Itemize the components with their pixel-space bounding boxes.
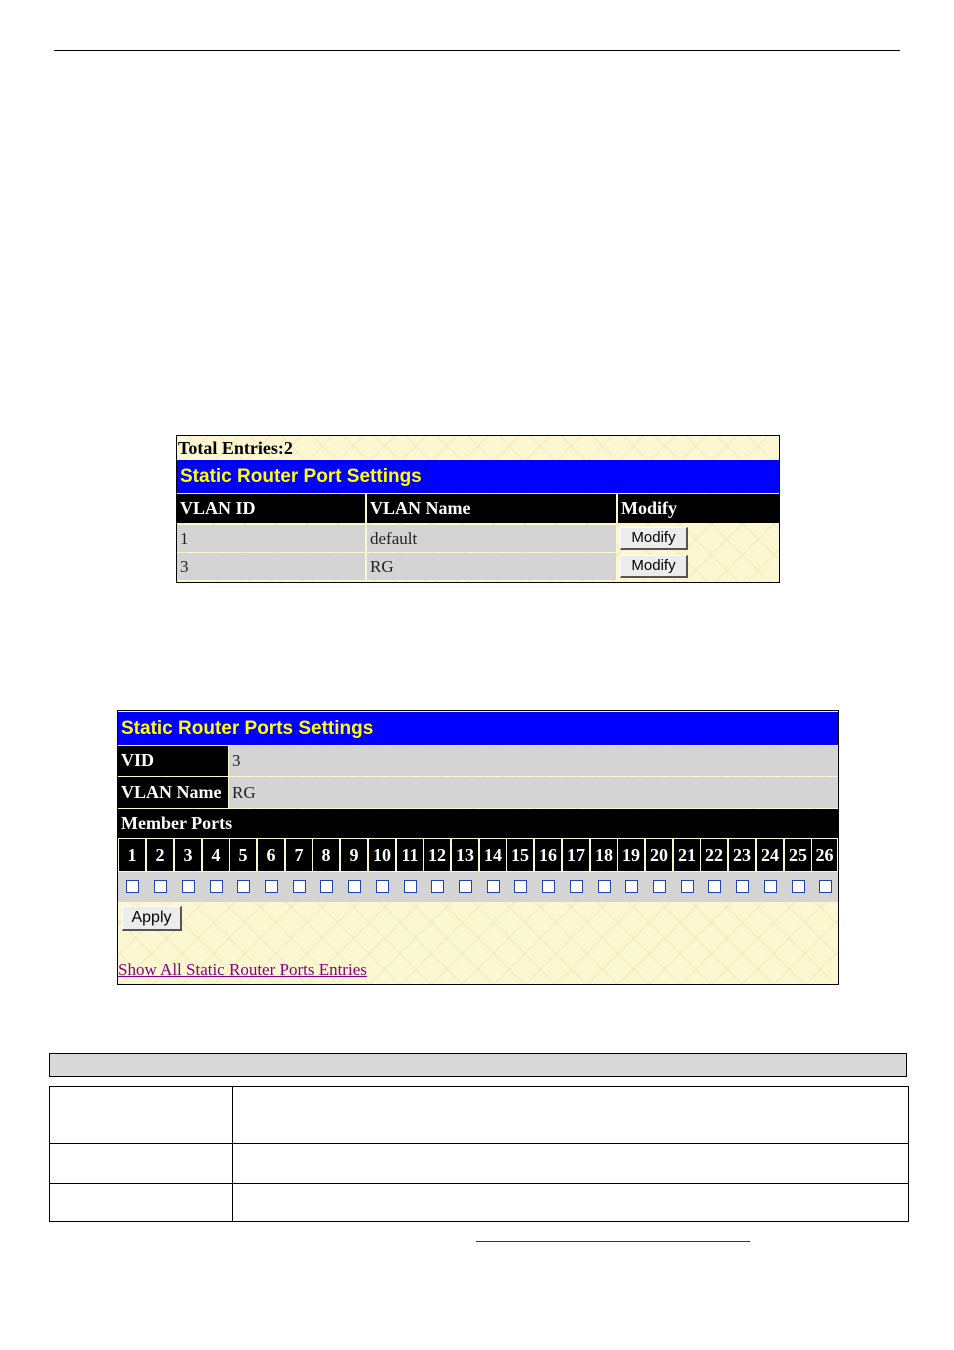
port-label: 7: [286, 839, 312, 871]
vlan-name-value: RG: [229, 777, 838, 808]
port-checkbox[interactable]: [265, 880, 278, 893]
port-checkbox[interactable]: [126, 880, 139, 893]
col-header-vlan-name: VLAN Name: [367, 494, 616, 523]
port-label: 26: [812, 839, 837, 871]
member-ports-label: Member Ports: [118, 809, 838, 838]
port-label: 3: [175, 839, 201, 871]
port-checkbox[interactable]: [598, 880, 611, 893]
cell-vlan-name: RG: [367, 553, 616, 580]
apply-button[interactable]: Apply: [122, 906, 182, 931]
form-banner: Static Router Ports Settings: [118, 712, 838, 745]
port-label: 12: [424, 839, 450, 871]
description-row: [50, 1184, 908, 1221]
port-checkbox[interactable]: [210, 880, 223, 893]
cell-vlan-id: 1: [177, 525, 365, 552]
port-checkbox[interactable]: [653, 880, 666, 893]
port-checkbox[interactable]: [320, 880, 333, 893]
port-checkbox[interactable]: [404, 880, 417, 893]
cell-vlan-id: 3: [177, 553, 365, 580]
port-label: 22: [701, 839, 727, 871]
port-label: 6: [258, 839, 284, 871]
vlan-name-label: VLAN Name: [118, 777, 228, 808]
port-label: 2: [147, 839, 173, 871]
description-row: [50, 1144, 908, 1184]
description-row: [50, 1087, 908, 1144]
col-header-modify: Modify: [618, 494, 779, 523]
port-checkbox[interactable]: [154, 880, 167, 893]
port-checkbox[interactable]: [625, 880, 638, 893]
port-checkbox[interactable]: [708, 880, 721, 893]
port-checkbox[interactable]: [182, 880, 195, 893]
col-header-vlan-id: VLAN ID: [177, 494, 365, 523]
port-checkbox[interactable]: [764, 880, 777, 893]
port-checkbox[interactable]: [514, 880, 527, 893]
port-label: 16: [535, 839, 561, 871]
port-label: 11: [397, 839, 423, 871]
port-label: 21: [674, 839, 700, 871]
total-entries: Total Entries:2: [178, 438, 293, 458]
parameter-cell: [50, 1144, 233, 1183]
port-checkbox[interactable]: [348, 880, 361, 893]
static-router-ports-form: [117, 710, 839, 985]
port-label: 25: [785, 839, 811, 871]
port-label: 17: [563, 839, 589, 871]
modify-button[interactable]: Modify: [620, 555, 688, 578]
vid-label: VID: [118, 746, 228, 776]
port-checkbox[interactable]: [487, 880, 500, 893]
port-label: 24: [757, 839, 783, 871]
port-label: 20: [646, 839, 672, 871]
parameter-cell: [50, 1087, 233, 1143]
port-label: 8: [313, 839, 339, 871]
port-label: 19: [618, 839, 644, 871]
port-checkbox[interactable]: [792, 880, 805, 893]
port-number-row: [118, 839, 838, 871]
modify-button[interactable]: Modify: [620, 527, 688, 550]
port-checkbox-row: [118, 872, 838, 902]
port-label: 15: [507, 839, 533, 871]
port-label: 1: [119, 839, 145, 871]
port-checkbox[interactable]: [431, 880, 444, 893]
static-router-port-table: [176, 435, 780, 583]
port-checkbox[interactable]: [459, 880, 472, 893]
port-checkbox[interactable]: [736, 880, 749, 893]
port-label: 9: [341, 839, 367, 871]
port-checkbox[interactable]: [681, 880, 694, 893]
table-banner: Static Router Port Settings: [177, 460, 779, 493]
hyperlink-underline[interactable]: [476, 1241, 750, 1242]
port-label: 4: [203, 839, 229, 871]
port-checkbox[interactable]: [293, 880, 306, 893]
port-checkbox[interactable]: [570, 880, 583, 893]
port-label: 10: [369, 839, 395, 871]
parameter-cell: [50, 1184, 233, 1221]
port-label: 14: [480, 839, 506, 871]
port-label: 13: [452, 839, 478, 871]
description-table-header: [49, 1053, 907, 1077]
port-checkbox[interactable]: [237, 880, 250, 893]
page-header-rule: [54, 50, 900, 51]
port-checkbox[interactable]: [376, 880, 389, 893]
port-checkbox[interactable]: [542, 880, 555, 893]
vid-value: 3: [229, 746, 838, 776]
description-table-grid: [49, 1086, 909, 1222]
cell-vlan-name: default: [367, 525, 616, 552]
port-label: 5: [230, 839, 256, 871]
port-checkbox[interactable]: [819, 880, 832, 893]
port-label: 23: [729, 839, 755, 871]
port-label: 18: [591, 839, 617, 871]
show-all-static-router-ports-link[interactable]: Show All Static Router Ports Entries: [118, 960, 367, 979]
